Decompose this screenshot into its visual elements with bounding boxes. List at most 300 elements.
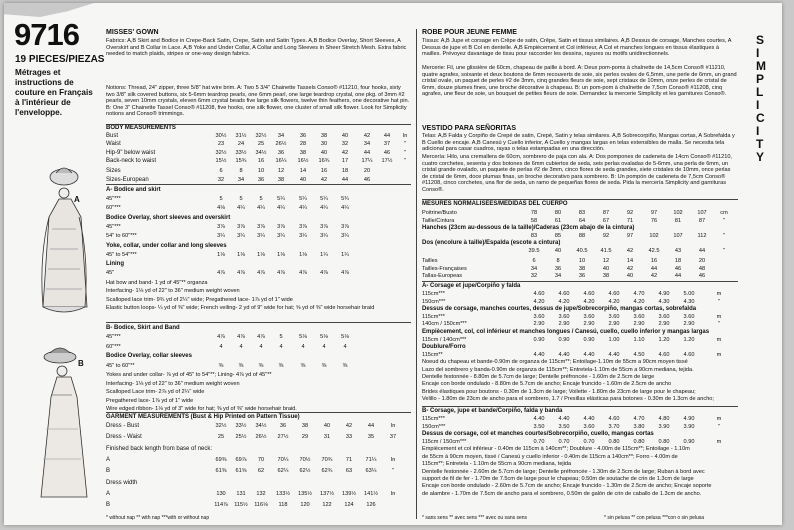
yardage-a-cell: 5 xyxy=(219,196,223,202)
metric-b-cell: 4.70 xyxy=(633,416,645,422)
garment-cell: 36 xyxy=(279,423,287,429)
metric-a-cell: 2.90 xyxy=(683,321,695,328)
yardage-b-cell: 4⅞ xyxy=(237,334,245,340)
gown-b-illustration xyxy=(41,348,87,497)
metric-a-cell: 4.20 xyxy=(633,298,645,305)
body-cell: 17 xyxy=(341,157,349,164)
yardage-a-cell: 1¼ xyxy=(320,251,328,258)
yardage-b-cell: 5 xyxy=(279,334,283,340)
metric-a-cell: 4.40 xyxy=(583,351,595,358)
yardage-b-cell: ⅜ xyxy=(342,362,348,369)
body-unit: " xyxy=(404,149,406,156)
metric-a-note: Dentelle festonnée - 8.80m de 5.7cm de large; Dentelle préfroncée - 1.60m de 2.5cm de large xyxy=(422,374,655,380)
yardage-a-cell: 3⅞ xyxy=(341,223,349,230)
garment-cell: 69⅜ xyxy=(215,456,227,463)
metric-cell: 6 xyxy=(532,258,536,264)
metric-a-cell: 3.60 xyxy=(658,313,670,320)
metric-a-cell: 5.00 xyxy=(683,291,695,297)
body-cell: 44 xyxy=(341,176,349,183)
yardage-a-cell: 3¼ xyxy=(217,233,225,240)
body-cell: 42 xyxy=(363,133,371,139)
garment-cell: 141½ xyxy=(364,490,378,497)
metric-a-cell: 4.60 xyxy=(683,351,695,358)
yardage-a-cell: 1⅛ xyxy=(217,251,225,258)
body-cell: 20 xyxy=(363,168,371,175)
metric-b-unit: m xyxy=(716,416,722,422)
body-cell: 6 xyxy=(219,168,223,175)
metric-b-cell: 3.50 xyxy=(533,423,545,430)
metric-a-unit: m xyxy=(716,313,722,320)
metric-cell: 14 xyxy=(626,258,634,264)
metric-cell: 71 xyxy=(626,217,634,224)
garment-cell: 27½ xyxy=(277,434,289,441)
body-cell: 32½ xyxy=(215,149,227,156)
metric-cell: 92 xyxy=(602,232,610,239)
view-b-label: B xyxy=(78,359,84,368)
metric-a-cell: 4.50 xyxy=(633,351,645,358)
metric-a-cell: 2.90 xyxy=(608,321,620,328)
metric-cell: 20 xyxy=(698,258,706,264)
metric-a-note: Lazo del sombrero y banda-0.90m de organza de 115cm**; Entretela-1.10m de 55cm a 90cm mediana, tejida. xyxy=(422,366,694,373)
garment-cell: 32½ xyxy=(215,423,227,429)
body-cell: 42 xyxy=(341,149,349,156)
metric-row-label: Tailles-Françaises xyxy=(422,265,467,272)
body-cell: 26½ xyxy=(275,141,287,148)
body-cell: 32 xyxy=(217,176,225,183)
body-cell: 17¼ xyxy=(361,157,373,164)
metric-row-label: Hanches (23cm au-dessous de la taille)/Caderas (23cm abajo de la cintura) xyxy=(422,225,635,232)
yardage-a-cell: 4⅞ xyxy=(217,270,225,277)
divider xyxy=(422,406,738,407)
garment-cell: 124 xyxy=(344,502,354,509)
metric-a-cell: 4.30 xyxy=(658,298,670,305)
yardage-a-cell: 3¼ xyxy=(299,233,307,240)
garment-cell: 33 xyxy=(345,434,353,441)
yardage-b-cell: 4 xyxy=(322,343,326,350)
yardage-a-row-label: 45"*** xyxy=(106,223,121,230)
body-cell: 32½ xyxy=(255,133,267,139)
garment-cell: 61⅜ xyxy=(215,468,227,475)
body-cell: 38 xyxy=(277,176,285,183)
metric-cell: 38 xyxy=(602,273,610,280)
body-cell: 38 xyxy=(299,149,307,156)
metric-a-cell: 4.40 xyxy=(558,351,570,358)
body-cell: 40 xyxy=(320,149,328,156)
body-cell: 36 xyxy=(257,176,265,183)
garment-cell: 131 xyxy=(236,490,246,497)
metric-a-cell: 4.60 xyxy=(658,351,670,358)
metric-view-a-heading: A- Corsage et jupe/Corpiño y falda xyxy=(422,283,521,289)
metric-a-cell: 3.60 xyxy=(583,313,595,320)
metric-unit: " xyxy=(723,248,725,254)
metric-b-cell: 3.50 xyxy=(558,423,570,430)
metric-b-row-label: 150cm*** xyxy=(422,423,446,430)
yardage-b-cell: ⅜ xyxy=(278,362,284,369)
garment-cell: 63 xyxy=(345,468,353,475)
metric-cell: 42.5 xyxy=(648,248,660,254)
yardage-b-row-label: Bodice Overlay, collar sleeves xyxy=(106,353,192,359)
metric-a-cell: 1.20 xyxy=(683,336,695,343)
body-row-label: Waist xyxy=(106,141,121,148)
divider xyxy=(106,184,411,185)
metric-cell: 87 xyxy=(698,217,706,224)
body-cell: 25 xyxy=(257,141,265,148)
pattern-envelope-back xyxy=(4,3,782,525)
yardage-a-cell: 4⅞ xyxy=(257,270,265,277)
body-cell: 12 xyxy=(277,168,285,175)
divider xyxy=(106,322,411,323)
body-cell: 24 xyxy=(237,141,245,148)
metric-cell: 10 xyxy=(578,258,586,264)
yardage-a-cell: 1⅛ xyxy=(277,251,285,258)
garment-cell: 137½ xyxy=(320,490,334,497)
metric-cell: 76 xyxy=(650,217,658,224)
metric-a-cell: 4.70 xyxy=(633,291,645,297)
yardage-b-cell: 5⅛ xyxy=(299,334,307,340)
brand-edge-letter: S xyxy=(756,33,765,47)
metric-a-row-label: 115cm** xyxy=(422,351,443,358)
metric-a-unit: m xyxy=(716,336,722,343)
brand-edge-letter: P xyxy=(756,72,765,86)
body-cell: 8 xyxy=(239,168,243,175)
metric-cell: 46 xyxy=(698,273,706,280)
column-divider xyxy=(416,29,417,519)
metric-a-cell: 2.90 xyxy=(633,321,645,328)
metric-cell: 38 xyxy=(578,265,586,272)
metric-cell: 78 xyxy=(530,210,538,216)
metric-row-label: Tailles xyxy=(422,258,438,264)
garment-cell: In xyxy=(390,456,396,463)
yardage-a-cell: 4¼ xyxy=(277,205,285,212)
metric-b-cell: 0.70 xyxy=(533,438,545,445)
french-notions: Mercerie: Fil, une glissière de 60cm, chapeau de paille à bord. A: Deux pom-poms à chaînette de 14,5cm Conso® #11210, quatre agrafes, soixante et deux boutons de 6mm recouverts de soie, six perles ovales de 6,5mm, une perle de 6mm, un grand cristal ovale, un paquet de perles #2 de 3mm, cinq grandes fleurs de soie, sept cristaux de 10mm, onze perles de cristal de 6mm, douze plumes fines, une broche décorative à chapeau. B: un pom-pom à chaînette de 7,5cm Conso® #11208, cinq agrafes, une fleur de soie, un bouquet de petites fleurs de soie. Demandez la mercerie Simplicity et les garnitures Conso®. xyxy=(422,65,737,98)
body-cell: 44 xyxy=(363,149,371,156)
yardage-a-cell: 4⅞ xyxy=(237,270,245,277)
body-cell: 36 xyxy=(277,149,285,156)
yardage-a-cell: 1⅛ xyxy=(237,251,245,258)
metric-a-unit: " xyxy=(718,298,720,305)
gown-a-illustration xyxy=(42,168,87,312)
metric-a-unit: " xyxy=(718,321,720,328)
metric-a-note: Noeud du chapeau et bande-0.90m de organza de 115cm**; Entoilage-1.10m de 55cm a 90cm moyen tissé xyxy=(422,359,688,366)
yardage-b-cell: 5⅛ xyxy=(341,334,349,340)
metric-cell: 44 xyxy=(698,248,706,254)
metric-a-unit: m xyxy=(716,351,722,358)
metric-b-row-label: 115cm / 150cm*** xyxy=(422,438,467,445)
pattern-number: 9716 xyxy=(14,17,79,52)
yardage-a-row-label: 54" to 60"*** xyxy=(106,233,137,240)
garment-row-label: B xyxy=(106,502,111,509)
yardage-b-note: Pregathered lace- 1⅞ yd of 1" wide xyxy=(106,397,194,404)
metric-cell: 88 xyxy=(578,232,586,239)
metric-cell: 44 xyxy=(674,273,682,280)
garment-cell: 135½ xyxy=(298,490,312,497)
yardage-a-cell: 3⅞ xyxy=(299,223,307,230)
body-cell: 31½ xyxy=(235,133,247,139)
yardage-b-cell: 4 xyxy=(279,343,283,350)
metric-cell: 102 xyxy=(673,210,683,216)
metric-cell: 16 xyxy=(650,258,658,264)
yardage-a-note: Scalloped lace trim- 9¾ yd of 2¼" wide; Pregathered lace- 1⅞ yd of 1" wide xyxy=(106,296,293,303)
garment-cell: 132 xyxy=(256,490,266,497)
metric-b-cell: 4.60 xyxy=(608,416,620,422)
metric-cell: 58 xyxy=(530,217,538,224)
body-cell: 40 xyxy=(299,176,307,183)
body-cell: 36 xyxy=(299,133,307,139)
yardage-a-cell: 3¼ xyxy=(257,233,265,240)
metric-cell: 42 xyxy=(626,265,634,272)
yardage-a-cell: 3¼ xyxy=(277,233,285,240)
metric-a-cell: 4.90 xyxy=(658,291,670,297)
garment-row-label: A xyxy=(106,456,111,463)
metric-a-note: Velillo - 1.80m de 23cm de ancho para el sombrero, 1.7 / Presillas elásticas para botones - 0.30m de 1.3cm de ancho; xyxy=(422,395,714,402)
metric-cell: 87 xyxy=(602,210,610,216)
yardage-a-cell: 4¼ xyxy=(320,205,328,212)
torn-corner xyxy=(4,3,94,17)
french-title: ROBE POUR JEUNE FEMME xyxy=(422,29,517,36)
body-cell: 28 xyxy=(299,141,307,148)
metric-cell: 83 xyxy=(530,232,538,239)
brand-edge-letter: I xyxy=(756,98,760,112)
yardage-a-row-label: Lining xyxy=(106,261,124,268)
brand-edge-letter: T xyxy=(756,137,764,151)
metric-b-cell: 3.60 xyxy=(583,423,595,430)
metric-cell: 8 xyxy=(556,258,560,264)
garment-cell: 126 xyxy=(366,502,376,509)
yardage-a-note: Hat bow and band- 1 yd of 45"** organza xyxy=(106,279,208,286)
metric-b-note: Encaje con borde ondulado - 2.60m de 5.7cm de ancho; Encaje fruncido - 1.30m de 2.5cm de ancho; Encaje soporte xyxy=(422,483,712,490)
garment-row-label: Dress - Bust xyxy=(106,423,140,429)
metric-a-row-label: Dessus de corsage, manches courtes, dessus de jupe/Sobrecorpiño, mangas cortas, sobrefalda xyxy=(422,306,697,313)
metric-cell: 97 xyxy=(650,210,658,216)
garment-cell: 70½ xyxy=(299,456,311,463)
metric-a-unit: m xyxy=(716,291,722,297)
brand-edge-letter: I xyxy=(756,124,760,138)
metric-cell: 34 xyxy=(530,265,538,272)
brand-edge-letter: I xyxy=(756,46,760,60)
yardage-b-cell: 4 xyxy=(343,343,347,350)
yardage-b-note: Wire edged ribbon- 1⅛ yd of 3" wide for hat; ⅜ yd of ⅜" wide horsehair braid. xyxy=(106,406,297,413)
metric-b-unit: " xyxy=(718,423,720,430)
yardage-a-row-label: 45" xyxy=(106,270,115,277)
yardage-a-cell: 3⅞ xyxy=(237,223,245,230)
body-cell: 15½ xyxy=(215,157,227,164)
body-row-label: Bust xyxy=(106,133,119,139)
body-cell: 16¾ xyxy=(318,157,330,164)
metric-cell: 107 xyxy=(673,232,683,239)
metric-cell: 44 xyxy=(650,265,658,272)
metric-cell: 97 xyxy=(626,232,634,239)
metric-cell: 39.5 xyxy=(528,248,540,254)
garment-cell: 44 xyxy=(367,423,375,429)
yardage-a-cell: 4¼ xyxy=(299,205,307,212)
divider xyxy=(422,281,738,282)
metric-cell: 40.5 xyxy=(576,248,588,254)
metric-b-cell: 0.90 xyxy=(683,438,695,445)
garment-cell: 122 xyxy=(322,502,332,509)
metric-b-row-label: Dessus de corsage, col et manches courtes/Sobrecorpiño, cuello, mangas cortas xyxy=(422,431,654,438)
garment-cell: 120 xyxy=(300,502,310,509)
metric-measurements-heading: MESURES NORMALISEES/MEDIDAS DEL CUERPO xyxy=(422,201,568,207)
garment-cell: 70¼ xyxy=(277,456,289,463)
spanish-nap-footnote: * sin pelusa ** con pelusa ***con o sin pelusa xyxy=(604,515,705,521)
metric-a-cell: 4.60 xyxy=(583,291,595,297)
metric-b-note: Dentelle festonnée - 2.60m de 5.7cm de large; Dentelle préfroncée - 1.30m de 2.5cm de large; Ruban à bord avec xyxy=(422,468,705,475)
garment-row-label: Dress - Waist xyxy=(106,434,142,441)
yardage-a-cell: 1⅛ xyxy=(257,251,265,258)
metric-b-cell: 0.80 xyxy=(658,438,670,445)
fabrics-text: Fabrics: A,B Skirt and Bodice in Crepe-Back Satin, Crepe, Satin and Satin Types. A,B Bodice Overlay, Short Sleeves, A Overskirt and B Collar in Lace. A,B Yoke and Under Collar, A Collar and Long Sleeves in Sheer Stretch Mesh. Extra fabric needed to match plaids, stripes or one-way design fabrics. xyxy=(106,38,407,58)
yardage-b-heading: B- Bodice, Skirt and Band xyxy=(106,325,180,331)
body-cell: 30½ xyxy=(215,133,227,139)
body-cell: 10 xyxy=(257,168,265,175)
metric-a-cell: 3.60 xyxy=(683,313,695,320)
metric-b-cell: 4.40 xyxy=(533,416,545,422)
body-cell: 34½ xyxy=(255,149,267,156)
yardage-b-cell: ⅜ xyxy=(238,362,244,369)
metric-cell: 12 xyxy=(602,258,610,264)
metric-cell: 102 xyxy=(649,232,659,239)
body-cell: 44 xyxy=(383,133,391,139)
metric-row-label: Tallas-Europeas xyxy=(422,273,463,280)
gown-illustrations xyxy=(26,159,102,509)
metric-a-cell: 2.90 xyxy=(558,321,570,328)
metric-cell: 61 xyxy=(554,217,562,224)
metric-b-unit: m xyxy=(716,438,722,445)
garment-cell: 70¾ xyxy=(321,456,333,463)
yardage-a-row-label: Bodice Overlay, short sleeves and overskirt xyxy=(106,214,231,221)
yardage-b-cell: 4 xyxy=(301,343,305,350)
metric-cell: 36 xyxy=(578,273,586,280)
yardage-a-cell: 4⅞ xyxy=(320,270,328,277)
garment-cell: 70 xyxy=(257,456,265,463)
notions-text: Notions: Thread, 24" zipper, three 5/8" hat wire brim. A: Two 5 3/4" Chainette Tassels Conso® #11210, four hooks, sixty two 3/8" silk covered buttons, six 5-6mm teardrop pearls, one 6mm pearl, one large teardrop crystal, one pkg. of 3mm #2 pearls, seven 10mm crystals, eleven 6mm crystal beads five large silk flowers, twelve thin feathers, one decorative hat pin. B: One 3" Chainette Tassel Conso® #11208, five hooks, one silk flower, one cluster of small silk flower. Look for Simplicity notions and Conso® trimmings. xyxy=(106,85,410,118)
metric-b-cell: 0.70 xyxy=(558,438,570,445)
metric-cell: 34 xyxy=(554,273,562,280)
garment-cell: 42 xyxy=(345,423,353,429)
brand-edge-letter: M xyxy=(756,59,766,73)
body-cell: 34 xyxy=(237,176,245,183)
yardage-b-cell: ⅜ xyxy=(300,362,306,369)
yardage-a-cell: 4¼ xyxy=(237,205,245,212)
garment-measurements-heading: GARMENT MEASUREMENTS (Bust & Hip Printed on Pattern Tissue) xyxy=(106,414,300,420)
garment-cell: 62¾ xyxy=(321,468,333,475)
metric-row-label: Poitrine/Busto xyxy=(422,210,457,216)
garment-cell: 130 xyxy=(216,490,226,497)
yardage-b-cell: ⅜ xyxy=(218,362,224,369)
garment-cell: In xyxy=(390,423,396,429)
garment-cell: 38 xyxy=(301,423,309,429)
metric-cell: 43 xyxy=(674,248,682,254)
yardage-a-row-label: 45" to 54"*** xyxy=(106,251,137,258)
metric-b-note: support de fil de fer - 1.70m de 7.5cm de large pour le chapeau; 0.50m de soutache de crin de 1.3cm de large xyxy=(422,476,694,482)
yardage-a-cell: 1⅛ xyxy=(299,251,307,258)
nap-footnote: * without nap ** with nap ***with or without nap xyxy=(106,515,210,521)
yardage-b-cell: 4⅞ xyxy=(217,334,225,340)
metric-a-row-label: Empiècement, col, col inférieur et manches longues / Canesú, cuello, cuello inferior y mangas largas xyxy=(422,329,710,335)
yardage-a-cell: 5¼ xyxy=(277,196,285,202)
spanish-notions: Mercería: Hilo, una cremallera de 60cm, sombrero de paja con ala. A: Dos pompones de cadeneta de 14cm Conso® #11210, cuatro corchetes, sesenta y dos botones de 6mm cubiertos de seda, seis perlas ovaladas de 5-6mm, una perla de 6mm, un cristal grande ovalado, un paquete de perlas #2 de 3mm, cinco flores de seda grandes, siete cristales de 10mm, once perlas de cristal de 6mm, doce plumas finas, un broche decorativo para sombrero. B: Un pompón de cadeneta de 7,5cm Conso® #11208, cinco corchetes, una flor de seda, un ramo de pequeñas flores de seda. Pida la mercería Simplicity and garnituras Conso®. xyxy=(422,154,732,193)
yardage-a-cell: 4⅞ xyxy=(299,270,307,277)
yardage-a-cell: 3¼ xyxy=(237,233,245,240)
garment-cell: In xyxy=(390,490,396,497)
yardage-b-note: Interfacing- 1⅛ yd of 22" to 36" medium weight woven xyxy=(106,380,240,387)
garment-cell: 114⅞ xyxy=(214,502,228,509)
yardage-a-cell: 5¼ xyxy=(299,196,307,202)
metric-a-cell: 4.60 xyxy=(533,291,545,297)
metric-a-cell: 4.60 xyxy=(608,291,620,297)
garment-cell: " xyxy=(392,468,394,475)
metric-cell: 67 xyxy=(602,217,610,224)
garment-cell: 115½ xyxy=(234,502,248,509)
brand-edge-letter: C xyxy=(756,111,765,125)
metric-a-cell: 4.20 xyxy=(608,298,620,305)
metric-cell: 48 xyxy=(698,265,706,272)
metric-cell: 18 xyxy=(674,258,682,264)
metric-a-cell: 0.90 xyxy=(583,336,595,343)
metric-b-cell: 3.80 xyxy=(633,423,645,430)
french-fabrics: Tissus: A,B Jupe et corsage en Crêpe de satin, Crêpe, Satin et tissus similaires. A,B Dessus de corsage, Manches courtes, A Dessus de jupe et B Col en dentelle. A,B Empiècement et Col inférieur, A Col et manches longues en tissus élastiques à mailles. Prévoyez davantage de tissu pour raccorder les dessins, rayures ou motifs unidirectionnels. xyxy=(422,38,732,58)
metric-b-note: 115cm**; Entretela - 1.10m de 55cm a 90cm mediana, tejida xyxy=(422,461,572,468)
yardage-a-row-label: 60"*** xyxy=(106,205,121,212)
metric-a-cell: 2.90 xyxy=(583,321,595,328)
garment-cell: 133½ xyxy=(276,490,290,497)
garment-row-label: B xyxy=(106,468,111,475)
yardage-b-row-label: 45" to 60"** xyxy=(106,362,135,369)
metric-unit: " xyxy=(723,217,725,224)
body-row-label: Back-neck to waist xyxy=(106,157,157,164)
metric-a-cell: 2.90 xyxy=(533,321,545,328)
yardage-a-cell: 4⅞ xyxy=(277,270,285,277)
metric-view-b-heading: B- Corsage, jupe et bande/Corpiño, falda y banda xyxy=(422,408,563,414)
view-a-label: A xyxy=(74,195,80,204)
metric-a-cell: 3.60 xyxy=(533,313,545,320)
metric-a-row-label: 115cm / 140cm*** xyxy=(422,336,467,343)
metric-b-cell: 4.40 xyxy=(558,416,570,422)
metric-a-note: Encaje con borde ondulado - 8.80m de 5.7cm de ancho; Encaje fruncido - 1.60m de 2.5cm de ancho xyxy=(422,381,672,388)
body-row-label: Hip-9" below waist xyxy=(106,149,156,156)
yardage-a-cell: 3¼ xyxy=(320,233,328,240)
body-cell: 32 xyxy=(341,141,349,148)
metric-row-label: Taille/Cintura xyxy=(422,217,455,224)
yardage-b-note: Scalloped Lace trim- 2⅞ yd of 2¼" wide xyxy=(106,389,205,396)
body-cell: 14 xyxy=(299,168,307,175)
brand-edge-letter: L xyxy=(756,85,764,99)
metric-cell: 64 xyxy=(578,217,586,224)
yardage-b-cell: 4 xyxy=(259,343,263,350)
metric-a-cell: 0.90 xyxy=(558,336,570,343)
divider xyxy=(422,199,738,200)
metric-a-cell: 3.60 xyxy=(558,313,570,320)
body-cell: 16½ xyxy=(297,157,309,164)
yardage-a-cell: 3¼ xyxy=(341,233,349,240)
yardage-a-cell: 4¼ xyxy=(341,205,349,212)
body-measurements-heading: BODY MEASUREMENTS xyxy=(106,125,176,131)
metric-a-row-label: Doublure/Forro xyxy=(422,344,466,351)
metric-a-cell: 4.20 xyxy=(558,298,570,305)
metric-b-note: de 55cm à 90cm moyen, tissé / Canesú y cuello inferior - 0.40m de 115cm a 140cm**; Forro - 4.00m de xyxy=(422,453,678,460)
garment-cell: 139½ xyxy=(342,490,356,497)
french-instructions-note: Métrages et instructions de couture en Français à l'intérieur de l'enveloppe. xyxy=(15,68,93,117)
yardage-b-cell: 4 xyxy=(239,343,243,350)
yardage-b-note: Yokes and under collar- ⅞ yd of 45" to 54"**; Lining- 4⅞ yd of 45"** xyxy=(106,372,272,378)
metric-a-cell: 4.20 xyxy=(583,298,595,305)
garment-cell: 71 xyxy=(345,456,353,463)
yardage-b-cell: ⅜ xyxy=(258,362,264,369)
metric-a-cell: 4.30 xyxy=(683,298,695,305)
metric-cell: 81 xyxy=(674,217,682,224)
yardage-b-cell: 4 xyxy=(219,343,223,350)
